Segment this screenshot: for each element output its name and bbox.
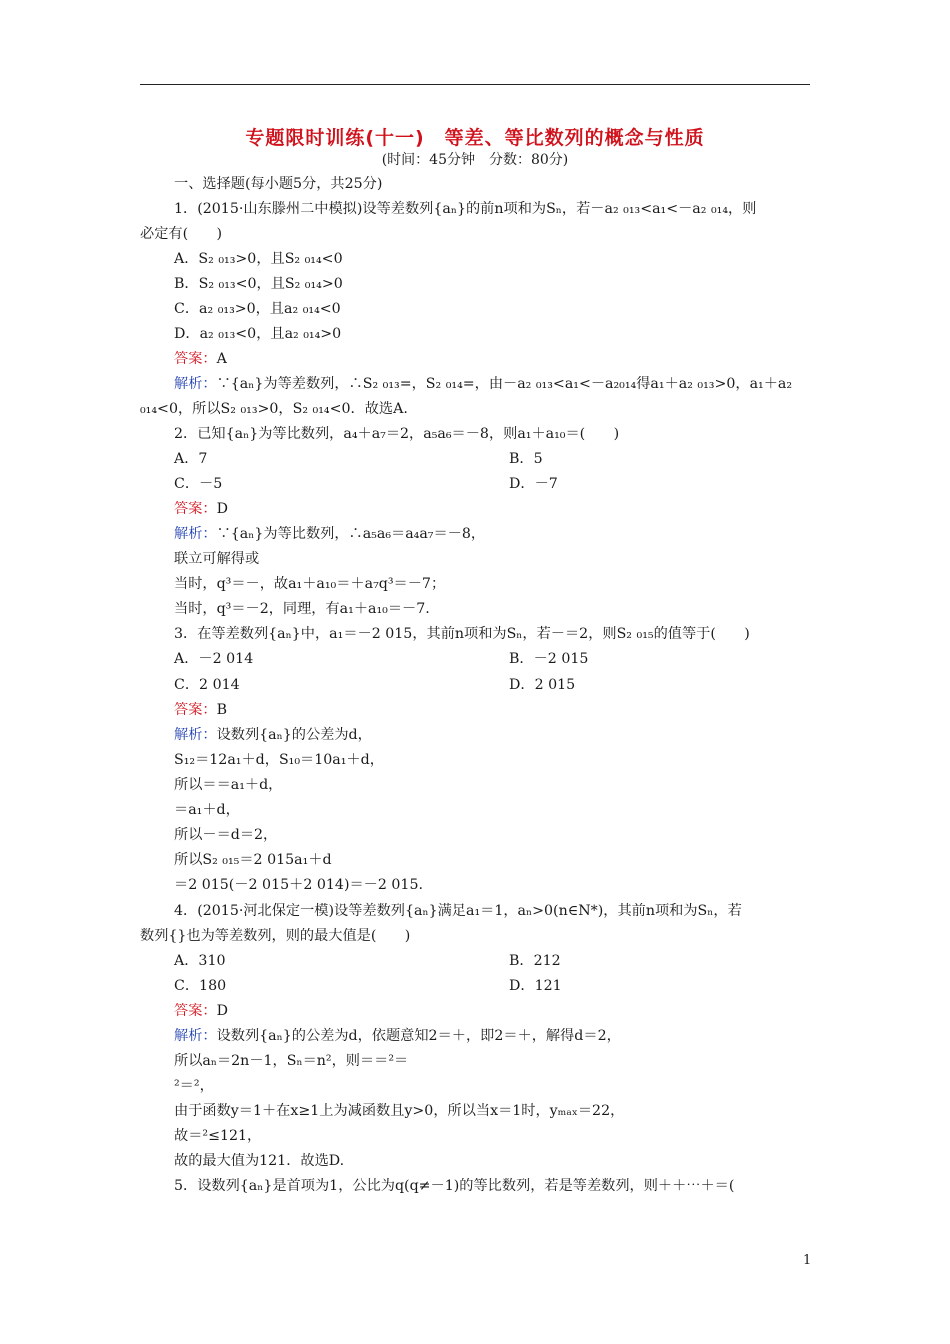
answer-value: D	[216, 501, 228, 517]
q4-solution-line: 故的最大值为121．故选D.	[174, 1153, 345, 1169]
solution-text: ∵{aₙ}为等比数列，∴a₅a₆＝a₄a₇＝－8，	[216, 526, 486, 542]
q4-stem: 4．(2015·河北保定一模)设等差数列{aₙ}满足a₁＝1，aₙ>0(n∈N*)，其前n项和为Sₙ，若	[174, 903, 742, 919]
q3-solution	[174, 726, 372, 744]
page-title: 专题限时训练(十一) 等差、等比数列的概念与性质	[245, 127, 705, 149]
q3-solution-line: ＝2 015(－2 015＋2 014)＝－2 015.	[174, 877, 423, 893]
q1-stem-cont: 必定有( )	[140, 226, 223, 242]
solution-label: 解析：	[174, 526, 217, 542]
q4-option-d: D．121	[509, 978, 562, 994]
q3-stem: 3．在等差数列{aₙ}中，a₁＝－2 015，其前n项和为Sₙ，若－＝2，则S₂ ₀₁₅的值等于( )	[174, 626, 750, 642]
q3-solution-line: 所以S₂ ₀₁₅＝2 015a₁＋d	[174, 852, 332, 868]
answer-label: 答案：	[174, 501, 217, 517]
q2-option-b: B．5	[509, 451, 543, 467]
q3-solution-line: ＝a₁＋d，	[174, 802, 240, 818]
solution-text: 设数列{aₙ}的公差为d，依题意知2＝＋，即2＝＋，解得d＝2，	[216, 1028, 621, 1044]
q1-option-c: C．a₂ ₀₁₃>0，且a₂ ₀₁₄<0	[174, 301, 341, 317]
q1-option-d: D．a₂ ₀₁₃<0，且a₂ ₀₁₄>0	[174, 326, 342, 342]
q3-option-d: D．2 015	[509, 677, 576, 693]
answer-label: 答案：	[174, 1003, 217, 1019]
q1-option-b: B．S₂ ₀₁₃<0，且S₂ ₀₁₄>0	[174, 276, 343, 292]
q4-answer	[174, 1002, 228, 1020]
solution-label: 解析：	[174, 1028, 217, 1044]
q5-stem: 5．设数列{aₙ}是首项为1，公比为q(q≠－1)的等比数列，若是等差数列，则＋＋⋯＋＝(	[174, 1178, 735, 1194]
q2-solution-line: 当时，q³＝－2，同理，有a₁＋a₁₀＝－7.	[174, 601, 430, 617]
q4-option-c: C．180	[174, 978, 227, 994]
q4-option-b: B．212	[509, 953, 561, 969]
page-number: 1	[803, 1253, 812, 1268]
q3-answer	[174, 701, 227, 719]
q2-answer	[174, 500, 228, 518]
q2-option-d: D．－7	[509, 476, 558, 492]
q3-option-c: C．2 014	[174, 677, 240, 693]
q1-solution-cont: ₀₁₄<0，所以S₂ ₀₁₃>0，S₂ ₀₁₄<0．故选A.	[140, 401, 408, 417]
q1-solution	[174, 375, 792, 393]
q1-answer	[174, 350, 227, 368]
q2-option-c: C．－5	[174, 476, 223, 492]
q2-stem: 2．已知{aₙ}为等比数列，a₄＋a₇＝2，a₅a₆＝－8，则a₁＋a₁₀＝( )	[174, 426, 620, 442]
page-subtitle: (时间：45分钟 分数：80分)	[381, 152, 569, 168]
q4-solution-line: 故＝²≤121，	[174, 1128, 262, 1144]
q3-solution-line: S₁₂＝12a₁＋d，S₁₀＝10a₁＋d，	[174, 752, 384, 768]
answer-label: 答案：	[174, 702, 217, 718]
q3-solution-line: 所以＝＝a₁＋d，	[174, 777, 283, 793]
answer-value: D	[216, 1003, 228, 1019]
q4-option-a: A．310	[174, 953, 226, 969]
solution-text: 设数列{aₙ}的公差为d，	[216, 727, 372, 743]
section-heading: 一、选择题(每小题5分，共25分)	[174, 176, 383, 192]
q4-stem-cont: 数列{}也为等差数列，则的最大值是( )	[140, 928, 411, 944]
q4-solution	[174, 1027, 621, 1045]
answer-value: B	[216, 702, 228, 718]
answer-label: 答案：	[174, 351, 217, 367]
q2-solution	[174, 525, 485, 543]
answer-value: A	[216, 351, 227, 367]
solution-text: ∵{aₙ}为等差数列，∴S₂ ₀₁₃=，S₂ ₀₁₄=，由－a₂ ₀₁₃<a₁<－a₂₀₁₄得a₁＋a₂ ₀₁₃>0，a₁＋a₂	[216, 376, 793, 392]
q1-stem: 1．(2015·山东滕州二中模拟)设等差数列{aₙ}的前n项和为Sₙ，若－a₂ ₀₁₃<a₁<－a₂ ₀₁₄，则	[174, 201, 757, 217]
q2-solution-line: 联立可解得或	[174, 551, 260, 567]
q2-solution-line: 当时，q³＝－，故a₁＋a₁₀＝＋a₇q³＝－7；	[174, 576, 446, 592]
q3-option-b: B．－2 015	[509, 651, 589, 667]
solution-label: 解析：	[174, 727, 217, 743]
q3-solution-line: 所以－＝d＝2，	[174, 827, 278, 843]
q3-option-a: A．－2 014	[174, 651, 254, 667]
solution-label: 解析：	[174, 376, 217, 392]
q1-option-a: A．S₂ ₀₁₃>0，且S₂ ₀₁₄<0	[174, 251, 343, 267]
q2-option-a: A．7	[174, 451, 208, 467]
q4-solution-line: 所以aₙ＝2n－1，Sₙ＝n²，则＝＝²＝	[174, 1053, 409, 1069]
q4-solution-line: 由于函数y＝1＋在x≥1上为减函数且y>0，所以当x＝1时，yₘₐₓ＝22，	[174, 1103, 625, 1119]
header-rule	[140, 84, 810, 85]
q4-solution-line: ²＝²，	[174, 1078, 214, 1094]
